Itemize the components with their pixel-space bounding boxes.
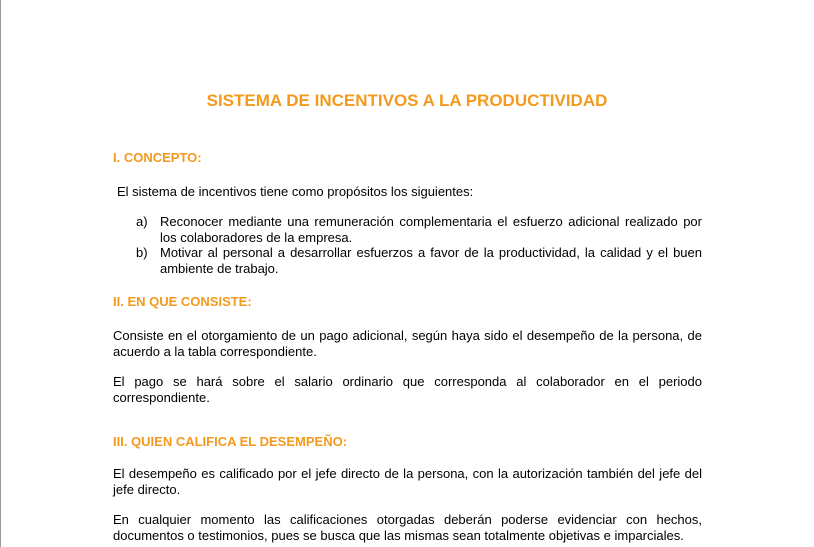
section-intro: El sistema de incentivos tiene como propósitos los siguientes:	[117, 184, 474, 199]
list-marker: b)	[136, 245, 148, 260]
list-item	[136, 245, 702, 276]
paragraph: El pago se hará sobre el salario ordinario que corresponda al colaborador en el periodo correspondiente.	[113, 374, 702, 405]
document-title: SISTEMA DE INCENTIVOS A LA PRODUCTIVIDAD	[206, 91, 608, 110]
purposes-list	[136, 214, 702, 276]
section-heading-concepto: I. CONCEPTO:	[113, 150, 202, 165]
list-item	[136, 214, 702, 245]
section-heading-en-que-consiste: II. EN QUE CONSISTE:	[113, 294, 252, 309]
paragraph: El desempeño es calificado por el jefe directo de la persona, con la autorización también del jefe del jefe directo.	[113, 466, 702, 497]
list-item-text: Motivar al personal a desarrollar esfuerzos a favor de la productividad, la calidad y el buen ambiente de trabajo.	[160, 245, 702, 276]
list-item-text: Reconocer mediante una remuneración complementaria el esfuerzo adicional realizado por los colaboradores de la empresa.	[160, 214, 702, 245]
paragraph: En cualquier momento las calificaciones otorgadas deberán poderse evidenciar con hechos, documentos o testimonios, pues se busca que las mismas sean totalmente objetivas e imparciales.	[113, 512, 702, 543]
section-heading-quien-califica: III. QUIEN CALIFICA EL DESEMPEÑO:	[113, 434, 348, 449]
paragraph: Consiste en el otorgamiento de un pago adicional, según haya sido el desempeño de la persona, de acuerdo a la tabla correspondiente.	[113, 328, 702, 359]
list-marker: a)	[136, 214, 148, 229]
